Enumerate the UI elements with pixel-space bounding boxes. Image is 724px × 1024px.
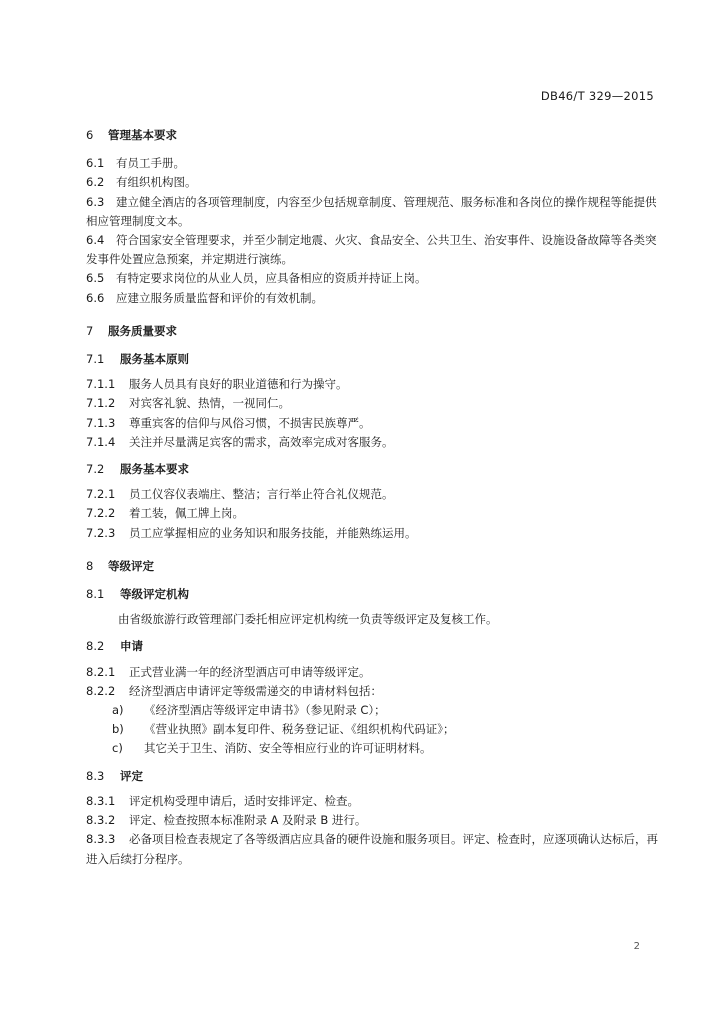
clause-number: 8.2.1 (86, 664, 116, 679)
clause-number: 6.2 (86, 175, 105, 190)
list-text: 《经济型酒店等级评定申请书》（参见附录 C）； (144, 703, 386, 718)
list-item-c (86, 739, 658, 758)
clause-6-2 (86, 173, 658, 192)
clause-number: 8.3.3 (86, 832, 116, 847)
clause-number: 6.3 (86, 194, 105, 209)
list-item-a (86, 701, 658, 720)
clause-6-4 (86, 231, 658, 269)
clause-text: 员工应掌握相应的业务知识和服务技能，并能熟练运用。 (129, 525, 417, 540)
clause-text: 有特定要求岗位的从业人员，应具备相应的资质并持证上岗。 (116, 271, 427, 286)
subsection-8-1-heading (86, 585, 658, 604)
page-number: 2 (633, 941, 640, 952)
list-text: 其它关于卫生、消防、安全等相应行业的许可证明材料。 (144, 741, 432, 756)
clause-8-3-3 (86, 830, 658, 868)
subsection-8-2-heading (86, 637, 658, 656)
clause-text: 有员工手册。 (116, 156, 185, 171)
clause-number: 6.5 (86, 271, 105, 286)
clause-text: 评定机构受理申请后，适时安排评定、检查。 (129, 793, 359, 808)
clause-6-5 (86, 269, 658, 288)
clause-number: 8.3.1 (86, 793, 116, 808)
subsection-8-3-heading (86, 767, 658, 786)
clause-text: 着工装，佩工牌上岗。 (129, 506, 244, 521)
section-6-heading (86, 126, 658, 145)
section-title: 管理基本要求 (108, 128, 178, 142)
subsection-title: 评定 (120, 768, 144, 783)
clause-number: 8.2.2 (86, 683, 116, 698)
subsection-title: 等级评定机构 (120, 587, 190, 602)
clause-7-1-4 (86, 433, 658, 452)
subsection-7-2-heading (86, 460, 658, 479)
clause-text: 正式营业满一年的经济型酒店可申请等级评定。 (129, 664, 371, 679)
clause-8-3-1 (86, 792, 658, 811)
document-body (86, 116, 658, 869)
clause-number: 6.1 (86, 156, 105, 171)
clause-7-1-3 (86, 414, 658, 433)
list-marker: c) (112, 741, 123, 756)
clause-text: 评定、检查按照本标准附录 A 及附录 B 进行。 (129, 813, 367, 828)
list-marker: b) (112, 722, 124, 737)
subsection-title: 申请 (120, 639, 144, 654)
clause-text: 必备项目检查表规定了各等级酒店应具备的硬件设施和服务项目。评定、检查时，应逐项确认达标后，再进入后续打分程序。 (86, 832, 658, 866)
section-title: 服务质量要求 (108, 323, 178, 338)
clause-number: 7.1.2 (86, 396, 116, 411)
section-number: 8 (86, 558, 94, 573)
list-text: 《营业执照》副本复印件、税务登记证、《组织机构代码证》； (144, 722, 455, 737)
section-title: 等级评定 (108, 558, 155, 573)
clause-number: 7.1.3 (86, 415, 116, 430)
clause-7-1-2 (86, 394, 658, 413)
clause-text: 员工仪容仪表端庄、整洁；言行举止符合礼仪规范。 (129, 487, 394, 502)
clause-text: 应建立服务质量监督和评价的有效机制。 (116, 290, 323, 305)
clause-text: 服务人员具有良好的职业道德和行为操守。 (129, 377, 348, 392)
clause-7-2-2 (86, 504, 658, 523)
standard-code: DB46/T 329—2015 (540, 89, 654, 103)
subsection-title: 服务基本要求 (120, 462, 190, 477)
clause-number: 7.2.2 (86, 506, 116, 521)
clause-number: 6.6 (86, 290, 105, 305)
subsection-number: 7.1 (86, 352, 105, 367)
list-item-b (86, 720, 658, 739)
clause-6-3 (86, 193, 658, 231)
subsection-7-1-heading (86, 350, 658, 369)
subsection-number: 8.3 (86, 768, 105, 783)
list-marker: a) (112, 703, 124, 718)
clause-text: 建立健全酒店的各项管理制度，内容至少包括规章制度、管理规范、服务标准和各岗位的操作规程等能提供相应管理制度文本。 (86, 194, 657, 228)
clause-text: 关注并尽量满足宾客的需求，高效率完成对客服务。 (129, 434, 394, 449)
subsection-number: 7.2 (86, 462, 105, 477)
clause-8-3-2 (86, 811, 658, 830)
paragraph-8-1: 由省级旅游行政管理部门委托相应评定机构统一负责等级评定及复核工作。 (118, 612, 498, 627)
section-number: 7 (86, 323, 94, 338)
clause-number: 7.1.4 (86, 434, 116, 449)
clause-8-2-1 (86, 663, 658, 682)
section-8-heading (86, 557, 658, 576)
clause-7-2-3 (86, 524, 658, 543)
clause-number: 7.2.3 (86, 525, 116, 540)
clause-8-2-2 (86, 682, 658, 701)
clause-text: 尊重宾客的信仰与风俗习惯，不损害民族尊严。 (129, 415, 371, 430)
clause-text: 有组织机构图。 (116, 175, 197, 190)
clause-text: 对宾客礼貌、热情，一视同仁。 (129, 396, 290, 411)
clause-7-1-1 (86, 375, 658, 394)
subsection-number: 8.2 (86, 639, 105, 654)
clause-number: 7.1.1 (86, 377, 116, 392)
clause-6-6 (86, 289, 658, 308)
clause-6-1 (86, 154, 658, 173)
clause-number: 6.4 (86, 233, 105, 248)
clause-7-2-1 (86, 485, 658, 504)
clause-text: 经济型酒店申请评定等级需递交的申请材料包括： (129, 683, 382, 698)
clause-text: 符合国家安全管理要求，并至少制定地震、火灾、食品安全、公共卫生、治安事件、设施设备故障等各类突发事件处置应急预案，并定期进行演练。 (86, 233, 657, 267)
section-number: 6 (86, 128, 94, 142)
subsection-title: 服务基本原则 (120, 352, 190, 367)
section-7-heading (86, 322, 658, 341)
subsection-number: 8.1 (86, 587, 105, 602)
clause-number: 7.2.1 (86, 487, 116, 502)
clause-number: 8.3.2 (86, 813, 116, 828)
